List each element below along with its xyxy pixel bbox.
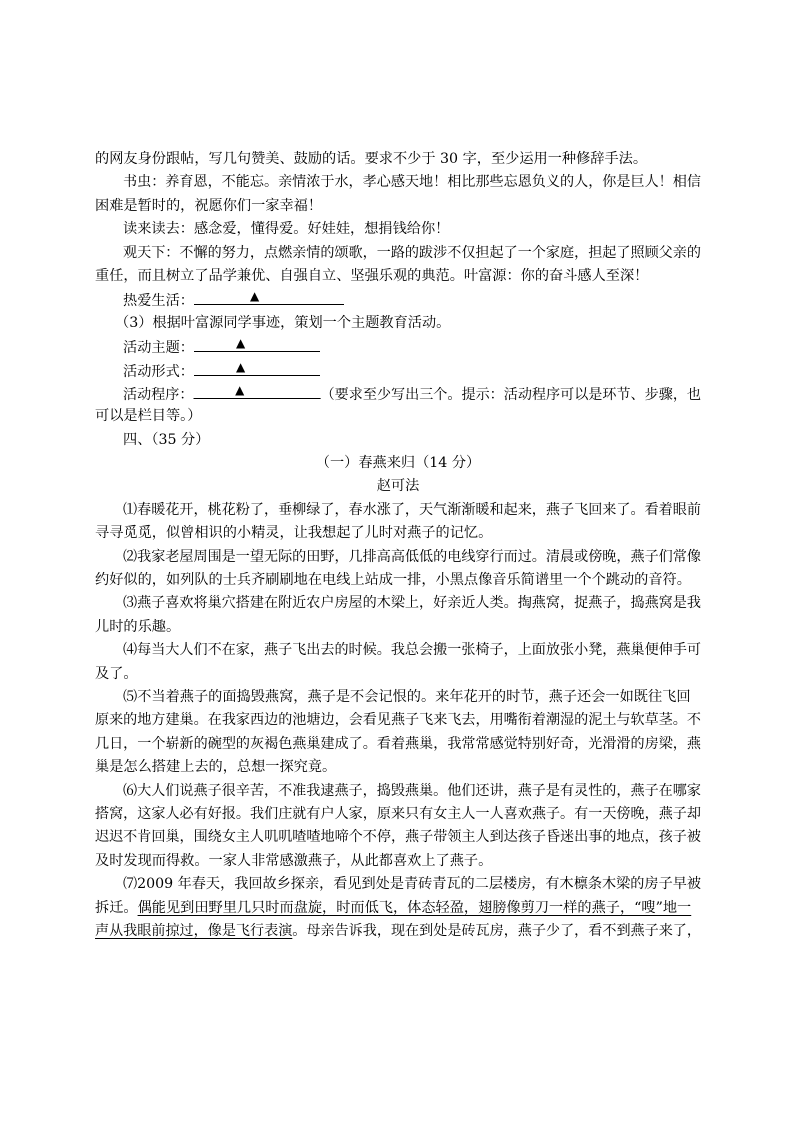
triangle-marker-icon: ▲ (249, 289, 260, 304)
paragraph-line: 原来的地方建巢。在我家西边的池塘边，会看见燕子飞来飞去，用嘴衔着潮湿的泥土与软草茎。不 (95, 712, 701, 729)
answer-label: 活动主题： (123, 340, 194, 357)
paragraph-line: ⑺2009 年春天，我回故乡探亲，看见到处是青砖青瓦的二层楼房，有木檩条木梁的房子早被 (123, 876, 702, 893)
paragraph-line: ⑴春暖花开，桃花粉了，垂柳绿了，春水涨了，天气渐渐暖和起来，燕子飞回来了。看着眼前 (123, 501, 701, 518)
plain-text: 拆迁。 (95, 899, 138, 916)
paragraph-line: ⑹大人们说燕子很辛苦，不准我逮燕子，捣毁燕巢。他们还讲，燕子是有灵性的，燕子在哪家 (123, 782, 701, 799)
answer-blank[interactable] (193, 382, 320, 399)
underlined-sentence: 声从我眼前掠过，像是飞行表演 (95, 922, 293, 939)
paragraph-line: 搭窝，这家人必有好报。我们庄就有户人家，原来只有女主人一人喜欢燕子。有一天傍晚，燕子却 (95, 805, 701, 822)
answer-blank[interactable] (194, 359, 320, 376)
section-heading: 四、（35 分） (123, 431, 210, 448)
answer-label: 活动形式： (123, 363, 194, 380)
answer-blank[interactable] (194, 335, 320, 352)
plain-text: 。母亲告诉我，现在到处是砖瓦房，燕子少了，看不到燕子来了， (292, 922, 702, 939)
text-line: 读来读去：感念爱，懂得爱。好娃娃，想捐钱给你！ (123, 221, 450, 238)
triangle-marker-icon: ▲ (235, 382, 245, 397)
text-line: 可以是栏目等。） (95, 408, 202, 425)
text-line: 书虫：养育恩，不能忘。亲情浓于水，孝心感天地！相比那些忘恩负义的人，你是巨人！相信 (123, 174, 701, 191)
answer-blank[interactable] (194, 288, 344, 305)
paragraph-line: 寻寻觅觅，似曾相识的小精灵，让我想起了儿时对燕子的记忆。 (95, 525, 493, 542)
underlined-sentence: 偶能见到田野里几只时而盘旋，时而低飞，体态轻盈，翅膀像剪刀一样的燕子，“嗖”地一 (137, 899, 692, 916)
answer-label: 活动程序： (123, 386, 194, 403)
paragraph-line: 几日，一个崭新的碗型的灰褐色燕巢建成了。看着燕巢，我常常感觉特别好奇，光滑滑的房梁，燕 (95, 735, 701, 752)
answer-line-form (95, 359, 701, 382)
triangle-marker-icon: ▲ (235, 336, 246, 351)
paragraph-line: 及时发现而得救。一家人非常感激燕子，从此都喜欢上了燕子。 (95, 852, 493, 869)
text-line: 的网友身份跟帖，写几句赞美、鼓励的话。要求不少于 30 字，至少运用一种修辞手法。 (95, 151, 648, 167)
paragraph-line (95, 897, 701, 920)
paragraph-line: 迟迟不肯回巢，围绕女主人叽叽喳喳地啼个不停，燕子带领主人到达孩子昏迷出事的地点，孩子被 (95, 829, 701, 846)
answer-label: 热爱生活： (123, 293, 194, 310)
document-page (95, 148, 701, 943)
paragraph-line: ⑵我家老屋周围是一望无际的田野，几排高高低低的电线穿行而过。清晨或傍晚，燕子们常像 (123, 548, 701, 565)
answer-line-procedure (95, 382, 701, 405)
paragraph-line: 儿时的乐趣。 (95, 618, 181, 635)
article-author: 赵可法 (376, 478, 420, 495)
paragraph-line: ⑷每当大人们不在家，燕子飞出去的时候。我总会搬一张椅子，上面放张小凳，燕巢便伸手可 (123, 642, 701, 659)
paragraph-line (95, 920, 701, 943)
answer-hint: （要求至少写出三个。提示：活动程序可以是环节、步骤，也 (320, 386, 702, 403)
text-line: 困难是暂时的，祝愿你们一家幸福！ (95, 197, 323, 214)
paragraph-line: 约好似的，如列队的士兵齐刷刷地在电线上站成一排，小黑点像音乐简谱里一个个跳动的音符。 (95, 572, 691, 589)
triangle-marker-icon: ▲ (235, 359, 246, 374)
text-line: 观天下：不懈的努力，点燃亲情的颂歌，一路的跋涉不仅担起了一个家庭，担起了照顾父亲的 (123, 244, 701, 261)
answer-line-hot-life (95, 288, 701, 311)
paragraph-line: 巢是怎么搭建上去的，总想一探究竟。 (95, 759, 337, 776)
paragraph-line: ⑶燕子喜欢将巢穴搭建在附近农户房屋的木梁上，好亲近人类。掏燕窝，捉燕子，捣燕窝是我 (123, 595, 701, 612)
answer-line-theme (95, 335, 701, 358)
paragraph-line: 及了。 (95, 665, 138, 682)
article-title: （一）春燕来归（14 分） (315, 455, 481, 472)
text-line: 重任，而且树立了品学兼优、自强自立、坚强乐观的典范。叶富源：你的奋斗感人至深！ (95, 267, 649, 284)
text-line: （3）根据叶富源同学事迹，策划一个主题教育活动。 (115, 314, 451, 331)
paragraph-line: ⑸不当着燕子的面捣毁燕窝，燕子是不会记恨的。来年花开的时节，燕子还会一如既往飞回 (123, 688, 691, 705)
